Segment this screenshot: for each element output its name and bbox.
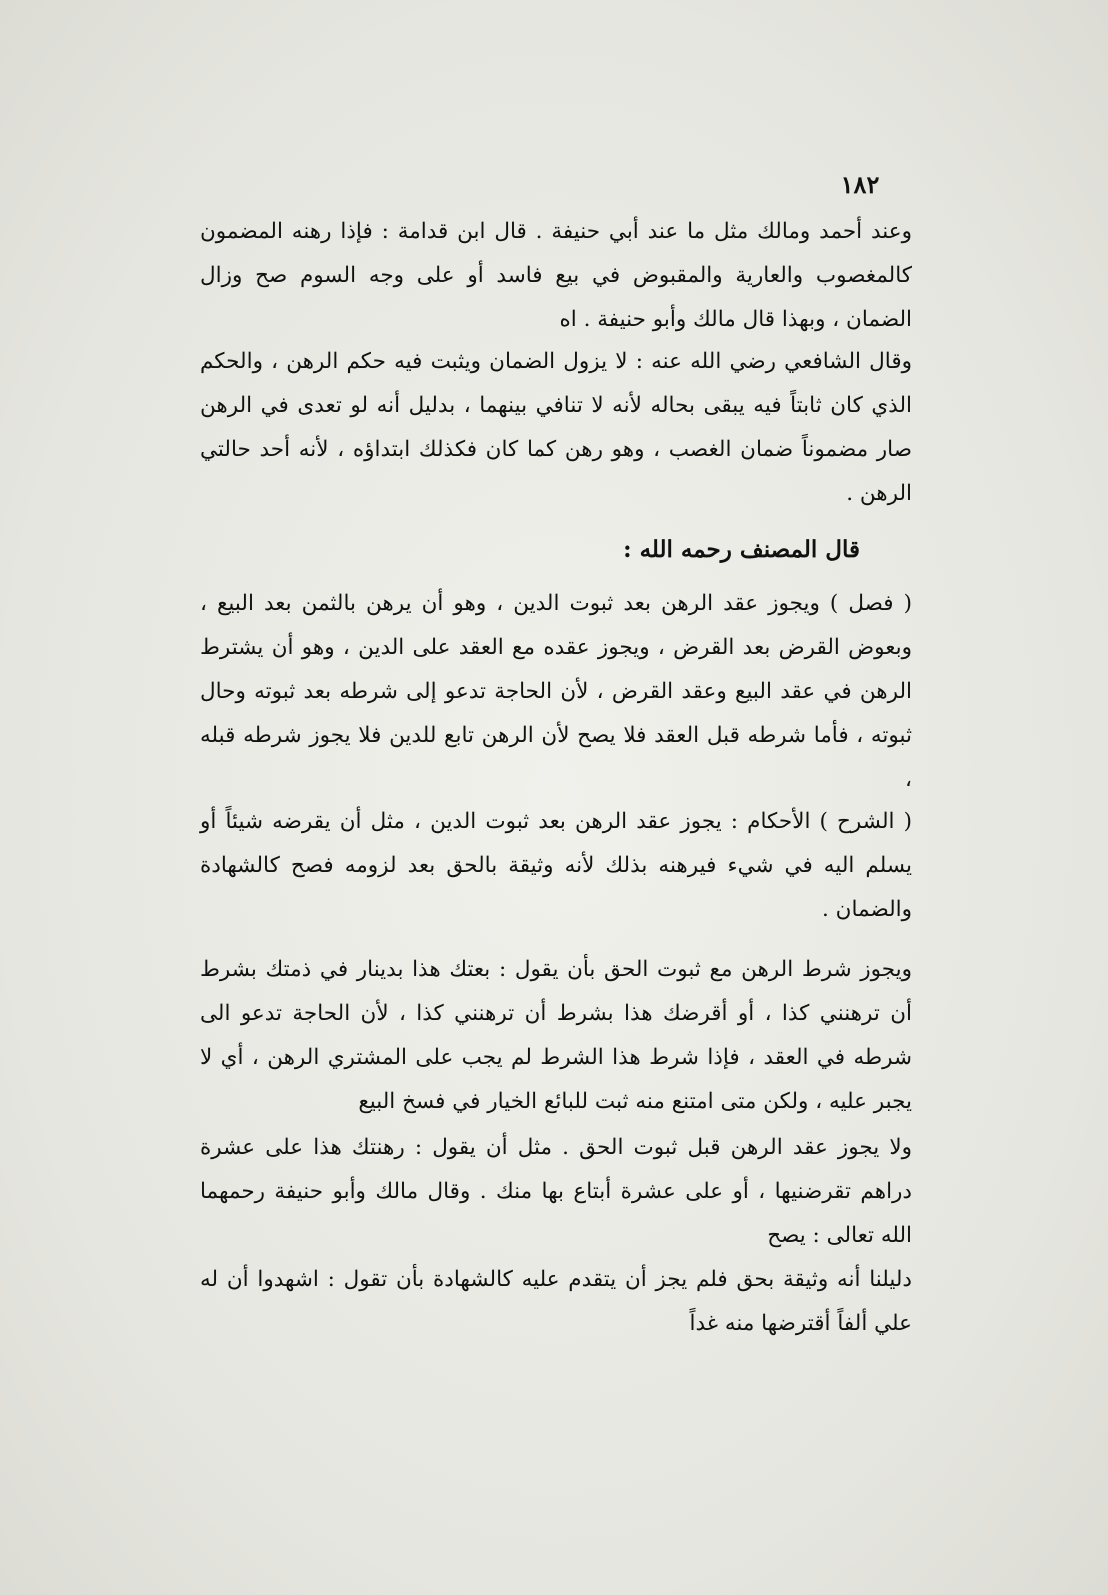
- paragraph-7: دليلنا أنه وثيقة بحق فلم يجز أن يتقدم عليه كالشهادة بأن تقول : اشهدوا أن له علي ألفاً أقترضها منه غداً: [200, 1267, 912, 1336]
- paragraph-5: ويجوز شرط الرهن مع ثبوت الحق بأن يقول : بعتك هذا بدينار في ذمتك بشرط أن ترهنني كذا ، أو أقرضك هذا بشرط أن ترهنني كذا ، لأن الحاجة تدعو الى شرطه في العقد ، فإذا شرط هذا الشرط لم يجب على المشتري الرهن ، أي لا يجبر عليه ، ولكن متى امتنع منه ثبت للبائع الخيار في فسخ البيع: [200, 957, 912, 1114]
- page-number: ١٨٢: [840, 170, 880, 199]
- paragraph-2: وقال الشافعي رضي الله عنه : لا يزول الضمان ويثبت فيه حكم الرهن ، والحكم الذي كان ثابتاً فيه يبقى بحاله لأنه لا تنافي بينهما ، بدليل أنه لو تعدى في الرهن صار مضموناً ضمان الغصب ، وهو رهن كما كان فكذلك ابتداؤه ، لأنه أحد حالتي الرهن .: [200, 349, 912, 506]
- paragraph-3: ( فصل ) ويجوز عقد الرهن بعد ثبوت الدين ، وهو أن يرهن بالثمن بعد البيع ، وبعوض القرض بعد القرض ، ويجوز عقده مع العقد على الدين ، وهو أن يشترط الرهن في عقد البيع وعقد القرض ، لأن الحاجة تدعو إلى شرطه بعد ثبوته وحال ثبوته ، فأما شرطه قبل العقد فلا يصح لأن الرهن تابع للدين فلا يجوز شرطه قبله ،: [200, 591, 912, 792]
- paragraph-6: ولا يجوز عقد الرهن قبل ثبوت الحق . مثل أن يقول : رهنتك هذا على عشرة دراهم تقرضنيها ، أو على عشرة أبتاع بها منك . وقال مالك وأبو حنيفة رحمهما الله تعالى : يصح: [200, 1135, 912, 1248]
- section-heading: قال المصنف رحمه الله :: [623, 536, 860, 563]
- paragraph-1: وعند أحمد ومالك مثل ما عند أبي حنيفة . قال ابن قدامة : فإذا رهنه المضمون كالمغصوب والعارية والمقبوض في بيع فاسد أو على وجه السوم صح وزال الضمان ، وبهذا قال مالك وأبو حنيفة . اه: [200, 219, 912, 332]
- paragraph-4: ( الشرح ) الأحكام : يجوز عقد الرهن بعد ثبوت الدين ، مثل أن يقرضه شيئاً أو يسلم اليه في شيء فيرهنه بذلك لأنه وثيقة بالحق بعد لزومه فصح كالشهادة والضمان .: [200, 809, 912, 922]
